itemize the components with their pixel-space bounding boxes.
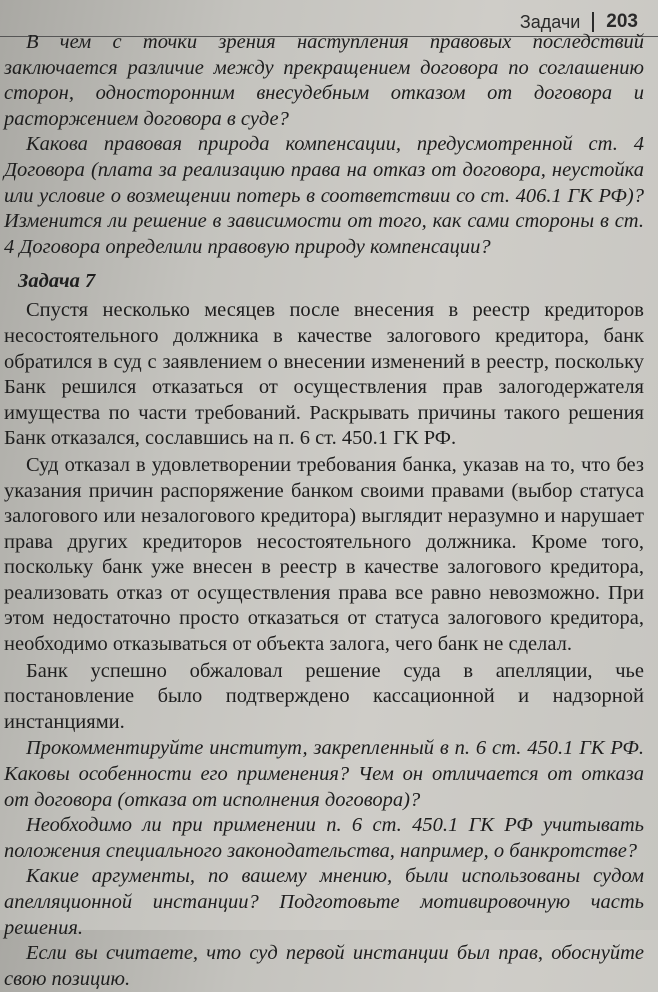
question-paragraph: Необходимо ли при применении п. 6 ст. 450.1 ГК РФ учитывать положения специального законодательства, например, о банкротстве? bbox=[4, 814, 644, 862]
task-paragraph: Банк успешно обжаловал решение суда в апелляции, чье постановление было подтверждено кассационной и надзорной инстанциями. bbox=[4, 659, 644, 733]
question-paragraph: В чем с точки зрения наступления правовых последствий заключается различие между прекращением договора по соглашению сторон, односторонним внесудебным отказом от договора и расторжением договора в суде? bbox=[4, 31, 644, 130]
question-paragraph: Прокомментируйте институт, закрепленный в п. 6 ст. 450.1 ГК РФ. Каковы особенности его применения? Чем он отличается от отказа от договора (отказа от исполнения договора)? bbox=[4, 737, 644, 811]
task-paragraph: Спустя несколько месяцев после внесения в реестр кредиторов несостоятельного должника в качестве залогового кредитора, банк обратился в суд с заявлением о внесении изменений в реестр, поскольку Банк решился отказаться от осуществления прав залогодержателя имущества по части требований. Раскрывать причины такого решения Банк отказался, сославшись на п. 6 ст. 450.1 ГК РФ. bbox=[4, 299, 644, 450]
question-paragraph: Если вы считаете, что суд первой инстанции был прав, обоснуйте свою позицию. bbox=[4, 942, 644, 990]
question-paragraph: Какова правовая природа компенсации, предусмотренной ст. 4 Договора (плата за реализацию права на отказ от договора, неустойка или условие о возмещении потерь в соответствии со ст. 406.1 ГК РФ)? Изменится ли решение в зависимости от того, как сами стороны в ст. 4 Договора определили правовую природу компенсации? bbox=[4, 133, 644, 258]
question-paragraph: Какие аргументы, по вашему мнению, были использованы судом апелляционной инстанции? Подготовьте мотивировочную часть решения. bbox=[4, 865, 644, 939]
page-number: 203 bbox=[606, 11, 638, 32]
page-content bbox=[4, 30, 644, 992]
task-paragraph: Суд отказал в удовлетворении требования банка, указав на то, что без указания причин распоряжение банком своими правами (выбор статуса залогового или незалогового кредитора) выглядит неразумно и нарушает права других кредиторов несостоятельного должника. Кроме того, поскольку банк уже внесен в реестр в качестве залогового кредитора, реализовать отказ от осуществления права все равно невозможно. При этом недостаточно просто отказаться от статуса залогового кредитора, необходимо отказываться от объекта залога, чего банк не сделал. bbox=[4, 453, 644, 656]
section-title: Задачи bbox=[519, 11, 581, 32]
task-heading: Задача 7 bbox=[18, 270, 96, 293]
header-separator bbox=[592, 12, 594, 32]
